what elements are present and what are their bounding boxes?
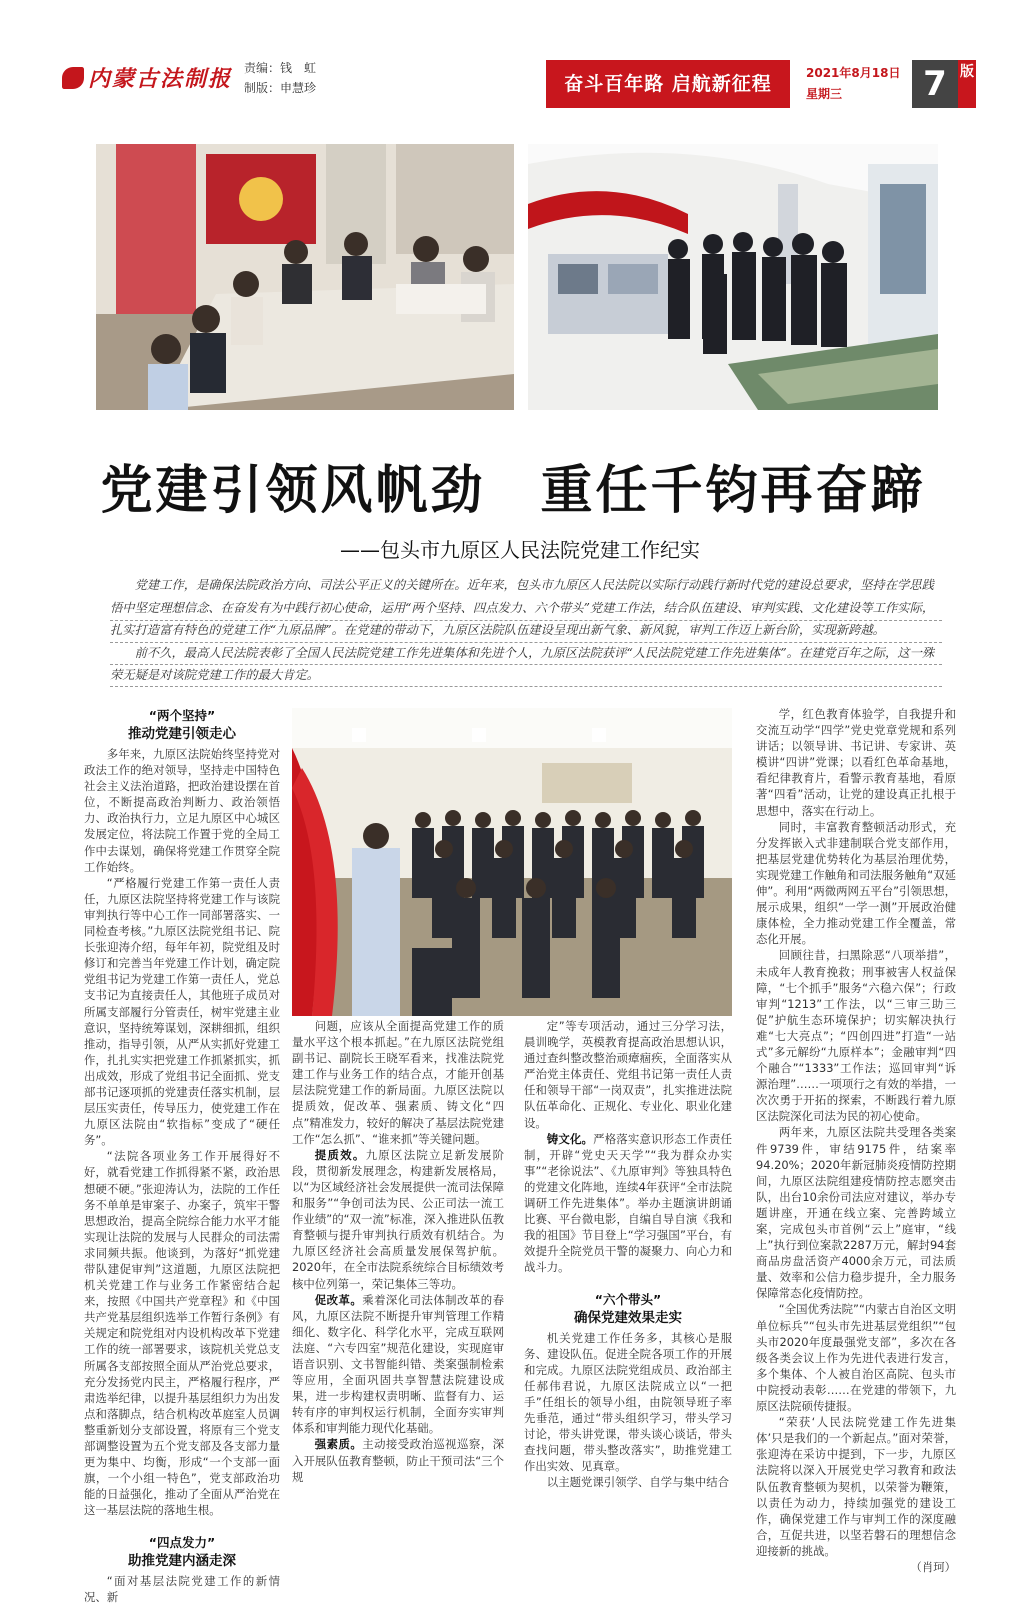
body-paragraph: 问题，应该从全面提高党建工作的质量水平这个根本抓起。”在九原区法院党组副书记、副院长王晓军看来，找准法院党建工作与业务工作的结合点，才能开创基层法院党建工作的新局面。九原区法院以提质效，促改革、强素质、铸文化“四点”精准发力，较好的解决了基层法院党建工作“怎么抓”、“谁来抓”等关键问题。 [292,1019,504,1146]
photo-oath-ceremony [292,708,732,1016]
body-paragraph: “严格履行党建工作第一责任人责任，九原区法院坚持将党建工作与该院审判执行等中心工作一同部署落实、一同检查考核。”九原区法院党组书记、院长张迎涛介绍，每年年初，院党组及时修订和完善当年党建工作计划，确定院党组书记为党建工作第一责任人，党总支书记为直接责任人，其他班子成员对所属支部履行分管责任，树牢党建主业意识，坚持统筹谋划，深耕细抓，组织推动，指导引领，从严从实抓好党建工作，扎扎实实把党建工作抓紧抓实，抓出成效，形成了党组书记全面抓、党支部书记逐项抓的党建责任落实机制，层层压实责任，传导压力，使党建工作在九原区法院由“软指标”变成了“硬任务”。 [84,875,280,1148]
paragraph-lead: 提质效。 [314,1147,366,1162]
article-headline: 党建引领风帆劲 重任千钧再奋蹄 [100,460,926,521]
body-paragraph: 铸文化。严格落实意识形态工作责任制，开辟“党史天天学”“我为群众办实事”“老徐说法”、《九原审判》等独具特色的党建文化阵地，连续4年获评“全市法院调研工作先进集体”。举办主题演讲朗诵比赛、平台微电影，自编自导自演《我和我的祖国》节目登上“学习强国”平台，有效提升全院党员干警的凝聚力、向心力和战斗力。 [524,1131,732,1275]
lead-paragraph: 党建工作，是确保法院政治方向、司法公平正义的关键所在。近年来，包头市九原区人民法院以实际行动践行新时代党的建设总要求，坚持在学思践悟中坚定理想信念、在奋发有为中践行初心使命，运用“两个坚持、四点发力、六个带头”党建工作法，结合队伍建设、审判实践、文化建设等工作实际，扎实打造富有特色的党建工作“九原品牌”。在党建的带动下，九原区法院队伍建设呈现出新气象、新风貌，审判工作迈上新台阶，实现新跨越。 [110,578,935,638]
section-subtitle: 确保党建效果走实 [574,1309,682,1326]
paragraph-lead: 铸文化。 [546,1131,594,1146]
body-paragraph: “荣获‘人民法院党建工作先进集体’只是我们的一个新起点。”面对荣誉，张迎涛在采访中提到，下一步，九原区法院将以深入开展党史学习教育和政法队伍教育整顿为契机，以荣誉为鞭策，以责任为动力，持续加强党的建设工作，确保党建工作与审判工作的深度融合，互促共进，以坚若磐石的理想信念迎接新的挑战。 [756,1415,956,1558]
lead-paragraph: 前不久，最高人民法院表彰了全国人民法院党建工作先进集体和先进个人，九原区法院获评“人民法院党建工作先进集体”。在建党百年之际，这一殊荣无疑是对该院党建工作的最大肯定。 [110,645,935,683]
page-number: 7 [912,60,958,108]
body-paragraph: 两年来，九原区法院共受理各类案件9739件，审结9175件，结案率94.20%；2020年新冠肺炎疫情防控期间，九原区法院组建疫情防控志愿突击队，出台10余份司法应对建议，举办专题讲座，开通在线立案、完善跨域立案，完成包头市首例“云上”庭审，“线上”执行到位案款2287万元，解封94套商品房盘活资产4000余万元，司法质量、效率和公信力稳步提升，全力服务保障常态化疫情防控。 [756,1125,956,1301]
body-paragraph: 提质效。九原区法院立足新发展阶段，贯彻新发展理念，构建新发展格局，以“为区域经济社会发展提供一流司法保障和服务”“争创司法为民、公正司法一流工作业绩”的“双一流”标准，深入推进队伍教育整顿与提升审判执行质效有机结合。为九原区经济社会高质量发展保驾护航。2020年，在全市法院系统综合目标绩效考核中位列第一，荣记集体三等功。 [292,1147,504,1291]
lead-divider [110,642,942,643]
editor-credits [244,58,316,98]
editor-line: 责编：钱 虹 [244,61,317,75]
issue-date: 2021年8月18日 [806,66,901,80]
body-paragraph: 定”等专项活动，通过三分学习法，晨训晚学，英模教育提高政治思想认识，通过查纠整改整治顽瘴痼疾，全面落实从严治党主体责任、党组书记第一责任人责任和领导干部“一岗双责”，扎实推进法院队伍革命化、正规化、专业化、职业化建设。 [524,1019,732,1130]
body-paragraph: 强素质。主动接受政治巡视巡察，深入开展队伍教育整顿，防止干预司法“三个规 [292,1437,504,1484]
producer-line: 制版：申慧珍 [244,81,317,95]
lead-divider [110,664,942,665]
section-title: “四点发力” [148,1534,216,1550]
logo-emblem-icon [62,67,84,89]
lead-divider [110,686,942,687]
section-title: “六个带头” [594,1291,662,1307]
photo-exhibition-visit [528,144,938,410]
body-paragraph: “法院各项业务工作开展得好不好，就看党建工作抓得紧不紧，政治思想硬不硬。”张迎涛认为，法院的工作任务不单单是审案子、办案子，筑牢干警思想政治，提高全院综合能力水平才能实现让法院的发展与人民群众的司法需求同频共振。他谈到，为落好“抓党建带队建促审判”这道题，九原区法院把机关党建工作与业务工作紧密结合起来，按照《中国共产党章程》和《中国共产党基层组织选举工作暂行条例》有关规定和院党组对内设机构改革下党建工作的统一部署要求，该院机关党总支所属各支部按照全面从严治党总要求，充分发扬党内民主，严格履行程序，严肃选举纪律，以提升基层组织力为出发点和落脚点，结合机构改革庭室人员调整重新划分支部设置，将原有三个党支部调整设置为五个党支部及各支部力量更为集中、均衡，形成“一个支部一面旗，一个小组一特色”，党支部政治功能的日益强化，推动了全面从严治党在这一基层法院的落地生根。 [84,1149,280,1518]
body-paragraph: 以主题党课引领学、自学与集中结合 [546,1475,730,1490]
article-column-1 [84,706,280,1604]
body-paragraph: 多年来，九原区法院始终坚持党对政法工作的绝对领导，坚持走中国特色社会主义法治道路，把政治建设摆在首位，不断提高政治判断力、政治领悟力、政治执行力，立足九原区中心城区发展定位，将法院工作置于党的全局工作中去谋划，确保将党建工作贯穿全院工作始终。 [84,747,280,874]
page-suffix: 版 [958,60,976,108]
lead-divider [110,620,942,621]
author-signature: （肖珂） [910,1559,956,1574]
article-column-4 [756,706,956,1574]
body-paragraph: 促改革。乘着深化司法体制改革的春风，九原区法院不断提升审判管理工作精细化、数字化、科学化水平，完成互联网法庭、“六专四室”规范化建设，实现庭审语音识别、文书智能纠错、类案强制检索等应用，全面巩固共享智慧法院建设成果，进一步构建权责明晰、监督有力、运转有序的审判权运行机制，全面夯实审判体系和审判能力现代化基础。 [292,1292,504,1436]
newspaper-logo [62,62,232,93]
issue-weekday: 星期三 [806,87,843,101]
body-paragraph: 回顾往昔，扫黑除恶“八项举措”，未成年人教育挽救；刑事被害人权益保障，“七个抓手”服务“六稳六保”；行政审判“1213”工作法，以“三审三助三促”护航生态环境保护；切实解决执行难“七大亮点”；“四创四进”打造“一站式”多元解纷“九原样本”；金融审判“四个融合”“1333”工作法；巡回审判“诉源治理”……一项项行之有效的举措，一次次勇于开拓的探索，不断践行着九原区法院深化司法为民的初心使命。 [756,948,956,1124]
paragraph-lead: 促改革。 [314,1292,363,1307]
article-lead [110,574,942,687]
body-paragraph: 同时，丰富教育整顿活动形式，充分发挥嵌入式非建制联合党支部作用，把基层党建优势转化为基层治理优势，实现党建工作触角和司法服务触角“双延伸”。利用“两微两网五平台”引领思想，展示成果，组织“一学一测”开展政治健康体检，全力推动党建工作全覆盖，常态化开展。 [756,819,956,947]
body-paragraph: 学，红色教育体验学，自我提升和交流互动学“四学”党史党章党规和系列讲话；以领导讲、书记讲、专家讲、英模讲“四讲”党课；以看红色革命基地，看纪律教育片，看警示教育基地，看原著“四看”活动，让党的建设真正扎根于思想中，落实在行动上。 [756,707,956,818]
masthead [0,0,1024,128]
body-paragraph: “全国优秀法院”“内蒙古自治区文明单位标兵”“包头市先进基层党组织”“包头市2020年度最强党支部”，多次在各级各类会议上作为先进代表进行发言，多个集体、个人被自治区高院、包头市中院授动表彰……在党建的带领下，九原区法院硕传捷报。 [756,1302,956,1414]
section-subtitle: 助推党建内涵走深 [128,1552,236,1569]
logo-text: 内蒙古法制报 [88,66,233,92]
photo-party-meeting [96,144,514,410]
article-column-2 [292,1018,504,1484]
section-subtitle: 推动党建引领走心 [128,726,236,742]
article-subheadline: ——包头市九原区人民法院党建工作纪实 [340,538,700,562]
article-column-3 [524,1018,732,1490]
section-title: “两个坚持” [148,708,216,723]
section-banner: 奋斗百年路 启航新征程 [546,60,790,108]
body-paragraph: “面对基层法院党建工作的新情况、新 [84,1573,280,1604]
body-paragraph: 机关党建工作任务多，其核心是服务、建设队伍。促进全院各项工作的开展和完成。九原区法院党组成员、政治部主任郝伟君说，九原区法院成立以“一把手”任组长的领导小组，由院领导班子率先垂范，通过“带头组织学习，带头学习讨论，带头讲党课，带头谈心谈话，带头查找问题，带头整改落实”，助推党建工作出实效、见真章。 [524,1330,732,1474]
paragraph-lead: 强素质。 [314,1437,363,1452]
issue-date-block [806,63,900,105]
